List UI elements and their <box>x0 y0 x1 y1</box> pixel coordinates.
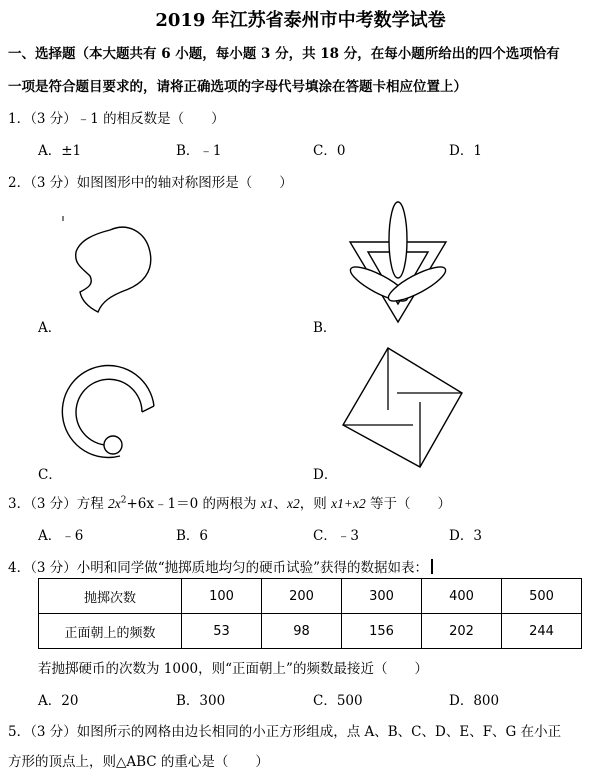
table-cell: 98 <box>262 614 342 649</box>
table-header-cell: 正面朝上的频数 <box>39 614 182 649</box>
question-4-text <box>8 556 433 576</box>
q1-option-a: A．±1 <box>38 143 82 159</box>
q3-end: 等于（ ） <box>365 496 451 512</box>
question-2-text: 2．（3 分）如图图形中的轴对称图形是（ ） <box>8 175 293 191</box>
q3-mid: 的两根为 <box>198 496 261 512</box>
q3-option-a: A．﹣6 <box>38 528 84 544</box>
question-1-text: 1．（3 分）﹣1 的相反数是（ ） <box>8 111 225 127</box>
q2-label-c: C． <box>38 467 62 483</box>
coin-toss-table <box>38 578 582 649</box>
table-row <box>39 614 582 649</box>
q3-option-d: D．3 <box>449 528 482 544</box>
figure-a-comma-shape <box>60 212 170 322</box>
q4-followup: 若抛掷硬币的次数为 1000，则“正面朝上”的频数最接近（ ） <box>38 661 428 677</box>
section-heading-line1: 一、选择题（本大题共有 6 小题，每小题 3 分，共 18 分，在每小题所给出的四个选项恰有 <box>8 46 560 62</box>
q4-option-c: C．500 <box>313 693 363 709</box>
table-cell: 300 <box>342 579 422 614</box>
q3-eq-2x: 2x <box>108 496 121 511</box>
table-cell: 200 <box>262 579 342 614</box>
figure-b-triangle-ellipses <box>335 200 465 330</box>
table-cell: 156 <box>342 614 422 649</box>
table-cell: 100 <box>182 579 262 614</box>
question-3-text <box>8 492 451 512</box>
q3-x1: x1 <box>260 496 274 511</box>
q3-sep: 、 <box>273 496 288 512</box>
q3-then: ，则 <box>299 496 332 512</box>
q2-label-b: B． <box>313 320 337 336</box>
section-heading-line2: 一项是符合题目要求的，请将正确选项的字母代号填涂在答题卡相应位置上） <box>8 79 467 95</box>
question-5-line2: 方形的顶点上，则△ABC 的重心是（ ） <box>8 754 269 770</box>
figure-c-open-ring <box>60 372 170 472</box>
page-title: 2019 年江苏省泰州市中考数学试卷 <box>155 10 446 31</box>
q4-option-d: D．800 <box>449 693 500 709</box>
q4-option-b: B．300 <box>176 693 226 709</box>
table-header-cell: 抛掷次数 <box>39 579 182 614</box>
figure-d-pinwheel-square <box>340 345 470 470</box>
q2-label-d: D． <box>313 467 338 483</box>
q3-eq-rest: +6x﹣1＝0 <box>126 496 199 512</box>
q2-label-a: A． <box>38 320 62 336</box>
q3-eq-exponent: 2 <box>120 495 127 506</box>
q3-sum: x1+x2 <box>331 496 366 511</box>
question-5-line1: 5．（3 分）如图所示的网格由边长相同的小正方形组成，点 A、B、C、D、E、F、G 在小正 <box>8 724 562 740</box>
q3-option-c: C．﹣3 <box>313 528 359 544</box>
q3-prefix: 3．（3 分）方程 <box>8 496 109 512</box>
table-cell: 53 <box>182 614 262 649</box>
table-cell: 400 <box>422 579 502 614</box>
q1-option-b: B．﹣1 <box>176 143 222 159</box>
q3-x2: x2 <box>287 496 300 511</box>
q4-text: 4．（3 分）小明和同学做“抛掷质地均匀的硬币试验”获得的数据如表： <box>8 560 429 576</box>
table-row <box>39 579 582 614</box>
q1-option-d: D．1 <box>449 143 482 159</box>
table-cell: 202 <box>422 614 502 649</box>
table-cell: 500 <box>502 579 582 614</box>
table-cell: 244 <box>502 614 582 649</box>
q1-option-c: C．0 <box>313 143 346 159</box>
q3-option-b: B．6 <box>176 528 209 544</box>
q4-option-a: A．20 <box>38 693 79 709</box>
text-cursor <box>431 559 433 574</box>
